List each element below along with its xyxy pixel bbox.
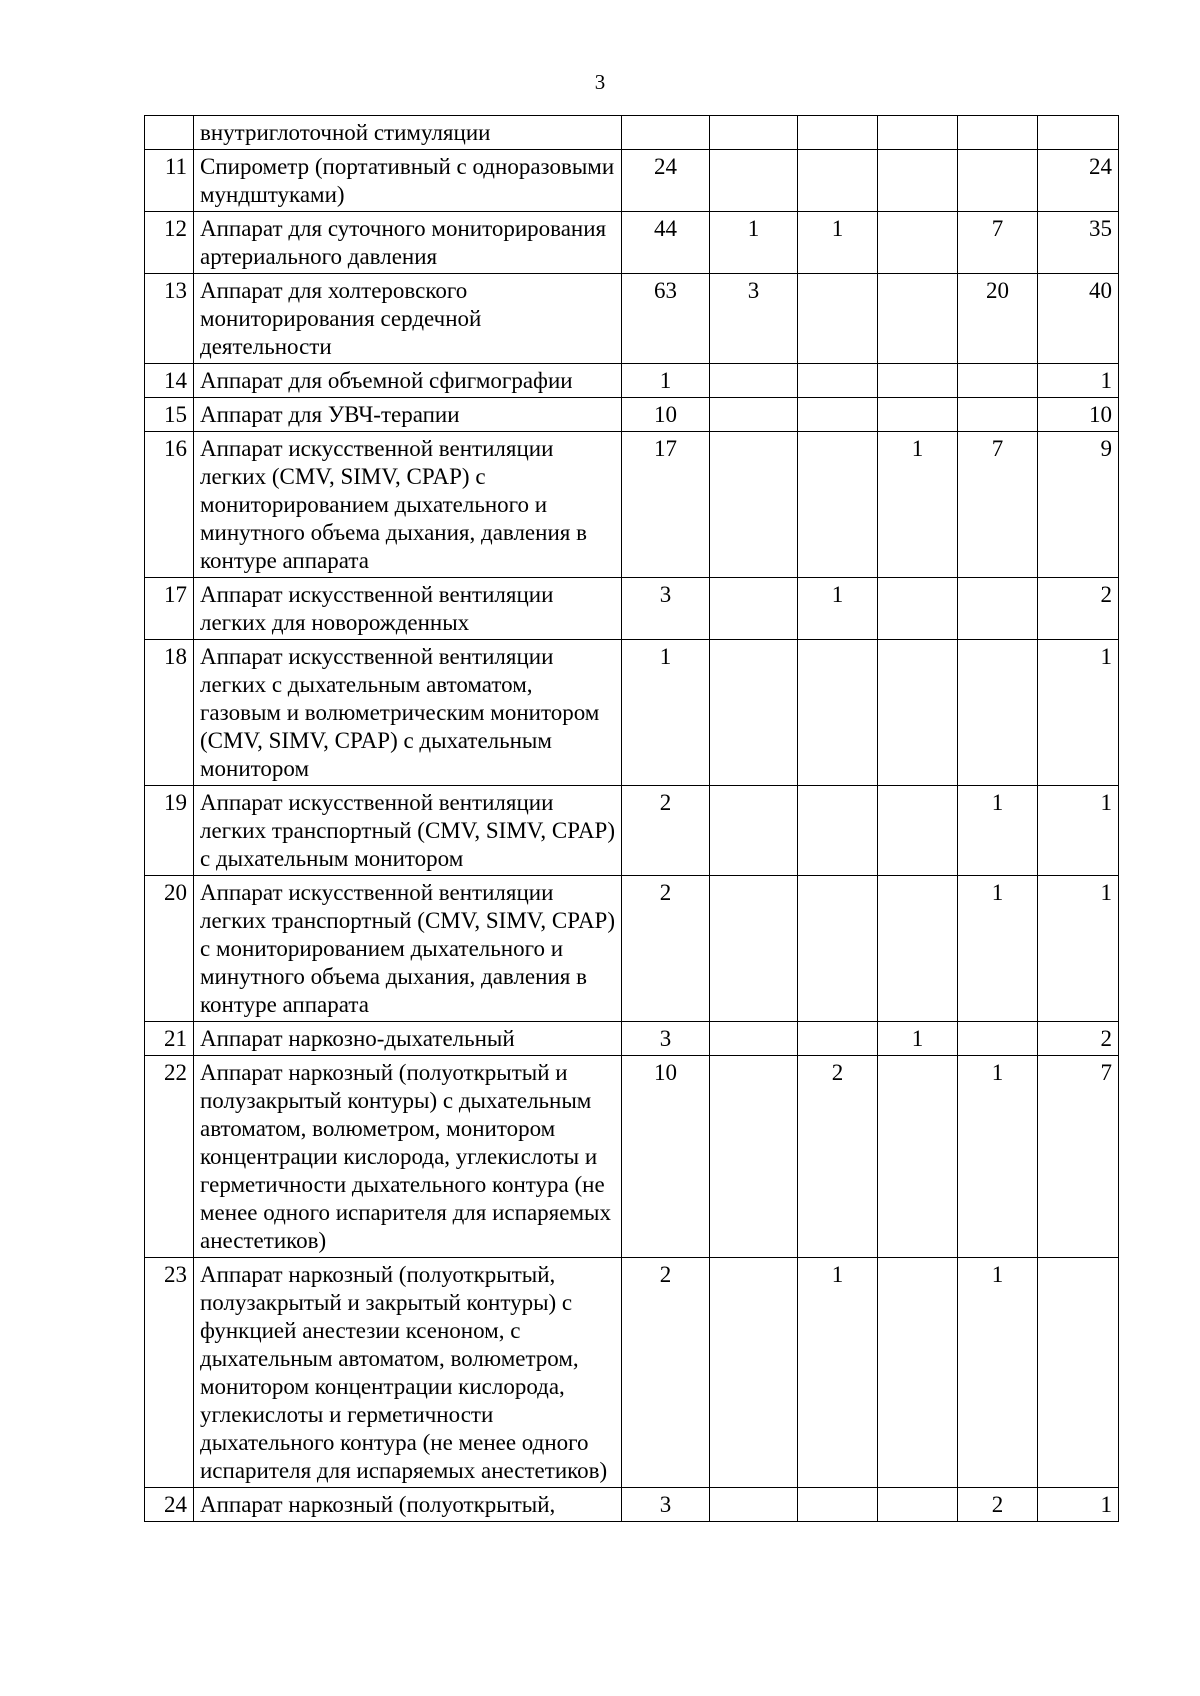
quantity-total: 3	[622, 578, 710, 640]
quantity-total: 2	[622, 876, 710, 1022]
quantity-col-2	[798, 640, 878, 786]
quantity-col-5: 1	[1038, 1488, 1119, 1522]
quantity-col-5	[1038, 116, 1119, 150]
quantity-col-2	[798, 1488, 878, 1522]
quantity-col-4: 2	[958, 1488, 1038, 1522]
table-row	[145, 640, 1119, 786]
table-row	[145, 876, 1119, 1022]
quantity-col-4	[958, 398, 1038, 432]
row-number	[145, 116, 194, 150]
quantity-col-4	[958, 364, 1038, 398]
quantity-col-3	[878, 398, 958, 432]
table-row	[145, 1258, 1119, 1488]
quantity-col-5: 10	[1038, 398, 1119, 432]
quantity-col-1	[710, 150, 798, 212]
equipment-name: Аппарат искусственной вентиляции легких транспортный (CMV, SIMV, CPAP) с мониторированием дыхательного и минутного объема дыхания, давления в контуре аппарата	[194, 876, 622, 1022]
page-number: 3	[594, 70, 606, 94]
quantity-col-2	[798, 150, 878, 212]
quantity-col-4: 20	[958, 274, 1038, 364]
quantity-col-3	[878, 640, 958, 786]
row-number: 19	[145, 786, 194, 876]
quantity-col-4: 7	[958, 212, 1038, 274]
quantity-col-2	[798, 786, 878, 876]
quantity-col-2	[798, 274, 878, 364]
quantity-col-1	[710, 1022, 798, 1056]
table-row	[145, 786, 1119, 876]
quantity-col-5: 7	[1038, 1056, 1119, 1258]
quantity-col-5: 35	[1038, 212, 1119, 274]
table-row	[145, 150, 1119, 212]
quantity-col-1	[710, 116, 798, 150]
quantity-col-1	[710, 786, 798, 876]
quantity-col-4	[958, 116, 1038, 150]
quantity-col-5: 40	[1038, 274, 1119, 364]
quantity-col-4: 7	[958, 432, 1038, 578]
quantity-total: 24	[622, 150, 710, 212]
row-number: 12	[145, 212, 194, 274]
quantity-col-2	[798, 432, 878, 578]
table-row	[145, 364, 1119, 398]
equipment-name: Аппарат наркозный (полуоткрытый,	[194, 1488, 622, 1522]
row-number: 14	[145, 364, 194, 398]
row-number: 18	[145, 640, 194, 786]
quantity-col-3	[878, 274, 958, 364]
equipment-name: Аппарат искусственной вентиляции легких транспортный (CMV, SIMV, CPAP) с дыхательным монитором	[194, 786, 622, 876]
row-number: 23	[145, 1258, 194, 1488]
quantity-col-5: 1	[1038, 364, 1119, 398]
quantity-col-3: 1	[878, 1022, 958, 1056]
quantity-col-1	[710, 432, 798, 578]
quantity-col-3	[878, 212, 958, 274]
table-row	[145, 1488, 1119, 1522]
table-row	[145, 116, 1119, 150]
equipment-name: Аппарат наркозный (полуоткрытый и полузакрытый контуры) с дыхательным автоматом, волюметром, монитором концентрации кислорода, углекислоты и герметичности дыхательного контура (не менее одного испарителя для испаряемых анестетиков)	[194, 1056, 622, 1258]
equipment-name: Аппарат для УВЧ-терапии	[194, 398, 622, 432]
row-number: 24	[145, 1488, 194, 1522]
quantity-col-2: 1	[798, 1258, 878, 1488]
row-number: 15	[145, 398, 194, 432]
quantity-col-3: 1	[878, 432, 958, 578]
row-number: 22	[145, 1056, 194, 1258]
quantity-total: 10	[622, 1056, 710, 1258]
quantity-col-1	[710, 1056, 798, 1258]
quantity-col-4: 1	[958, 786, 1038, 876]
equipment-name: внутриглоточной стимуляции	[194, 116, 622, 150]
equipment-table-body	[145, 116, 1119, 1522]
quantity-col-2	[798, 364, 878, 398]
equipment-name: Аппарат искусственной вентиляции легких с дыхательным автоматом, газовым и волюметрическим монитором (CMV, SIMV, CPAP) с дыхательным монитором	[194, 640, 622, 786]
equipment-name: Аппарат искусственной вентиляции легких (CMV, SIMV, CPAP) с мониторированием дыхательного и минутного объема дыхания, давления в контуре аппарата	[194, 432, 622, 578]
quantity-col-5: 24	[1038, 150, 1119, 212]
equipment-name: Аппарат для объемной сфигмографии	[194, 364, 622, 398]
quantity-col-5	[1038, 1258, 1119, 1488]
quantity-total: 2	[622, 786, 710, 876]
quantity-col-3	[878, 150, 958, 212]
quantity-col-1	[710, 364, 798, 398]
table-row	[145, 274, 1119, 364]
quantity-col-3	[878, 786, 958, 876]
quantity-total: 44	[622, 212, 710, 274]
quantity-total: 3	[622, 1022, 710, 1056]
quantity-col-2	[798, 876, 878, 1022]
quantity-col-1: 3	[710, 274, 798, 364]
quantity-col-4: 1	[958, 1056, 1038, 1258]
quantity-total: 10	[622, 398, 710, 432]
equipment-name: Аппарат искусственной вентиляции легких для новорожденных	[194, 578, 622, 640]
quantity-col-3	[878, 1258, 958, 1488]
quantity-col-3	[878, 876, 958, 1022]
quantity-total: 17	[622, 432, 710, 578]
quantity-total: 1	[622, 640, 710, 786]
equipment-name: Аппарат наркозно-дыхательный	[194, 1022, 622, 1056]
quantity-col-3	[878, 364, 958, 398]
quantity-col-4	[958, 640, 1038, 786]
equipment-name: Спирометр (портативный с одноразовыми мундштуками)	[194, 150, 622, 212]
quantity-col-5: 1	[1038, 640, 1119, 786]
quantity-col-5: 9	[1038, 432, 1119, 578]
equipment-name: Аппарат для холтеровского мониторирования сердечной деятельности	[194, 274, 622, 364]
quantity-col-4	[958, 1022, 1038, 1056]
quantity-col-3	[878, 1488, 958, 1522]
quantity-col-5: 1	[1038, 876, 1119, 1022]
equipment-name: Аппарат наркозный (полуоткрытый, полузакрытый и закрытый контуры) с функцией анестезии ксеноном, с дыхательным автоматом, волюметром, монитором концентрации кислорода, углекислоты и герметичности дыхательного контура (не менее одного испарителя для испаряемых анестетиков)	[194, 1258, 622, 1488]
quantity-col-5: 2	[1038, 1022, 1119, 1056]
quantity-col-3	[878, 578, 958, 640]
quantity-col-1: 1	[710, 212, 798, 274]
quantity-col-1	[710, 1488, 798, 1522]
quantity-total: 1	[622, 364, 710, 398]
table-row	[145, 1022, 1119, 1056]
quantity-col-1	[710, 640, 798, 786]
quantity-total: 63	[622, 274, 710, 364]
table-row	[145, 1056, 1119, 1258]
quantity-col-2: 1	[798, 212, 878, 274]
quantity-total: 3	[622, 1488, 710, 1522]
quantity-col-2	[798, 1022, 878, 1056]
quantity-total: 2	[622, 1258, 710, 1488]
quantity-col-1	[710, 398, 798, 432]
quantity-col-2: 1	[798, 578, 878, 640]
quantity-total	[622, 116, 710, 150]
row-number: 17	[145, 578, 194, 640]
quantity-col-4: 1	[958, 876, 1038, 1022]
quantity-col-2: 2	[798, 1056, 878, 1258]
quantity-col-5: 1	[1038, 786, 1119, 876]
quantity-col-4	[958, 578, 1038, 640]
table-row	[145, 432, 1119, 578]
quantity-col-1	[710, 876, 798, 1022]
table-row	[145, 578, 1119, 640]
row-number: 13	[145, 274, 194, 364]
quantity-col-2	[798, 116, 878, 150]
equipment-table	[144, 115, 1119, 1522]
quantity-col-2	[798, 398, 878, 432]
table-row	[145, 398, 1119, 432]
quantity-col-3	[878, 1056, 958, 1258]
quantity-col-4	[958, 150, 1038, 212]
row-number: 16	[145, 432, 194, 578]
table-row	[145, 212, 1119, 274]
row-number: 21	[145, 1022, 194, 1056]
row-number: 11	[145, 150, 194, 212]
quantity-col-3	[878, 116, 958, 150]
quantity-col-5: 2	[1038, 578, 1119, 640]
equipment-name: Аппарат для суточного мониторирования артериального давления	[194, 212, 622, 274]
quantity-col-1	[710, 578, 798, 640]
quantity-col-4: 1	[958, 1258, 1038, 1488]
row-number: 20	[145, 876, 194, 1022]
quantity-col-1	[710, 1258, 798, 1488]
